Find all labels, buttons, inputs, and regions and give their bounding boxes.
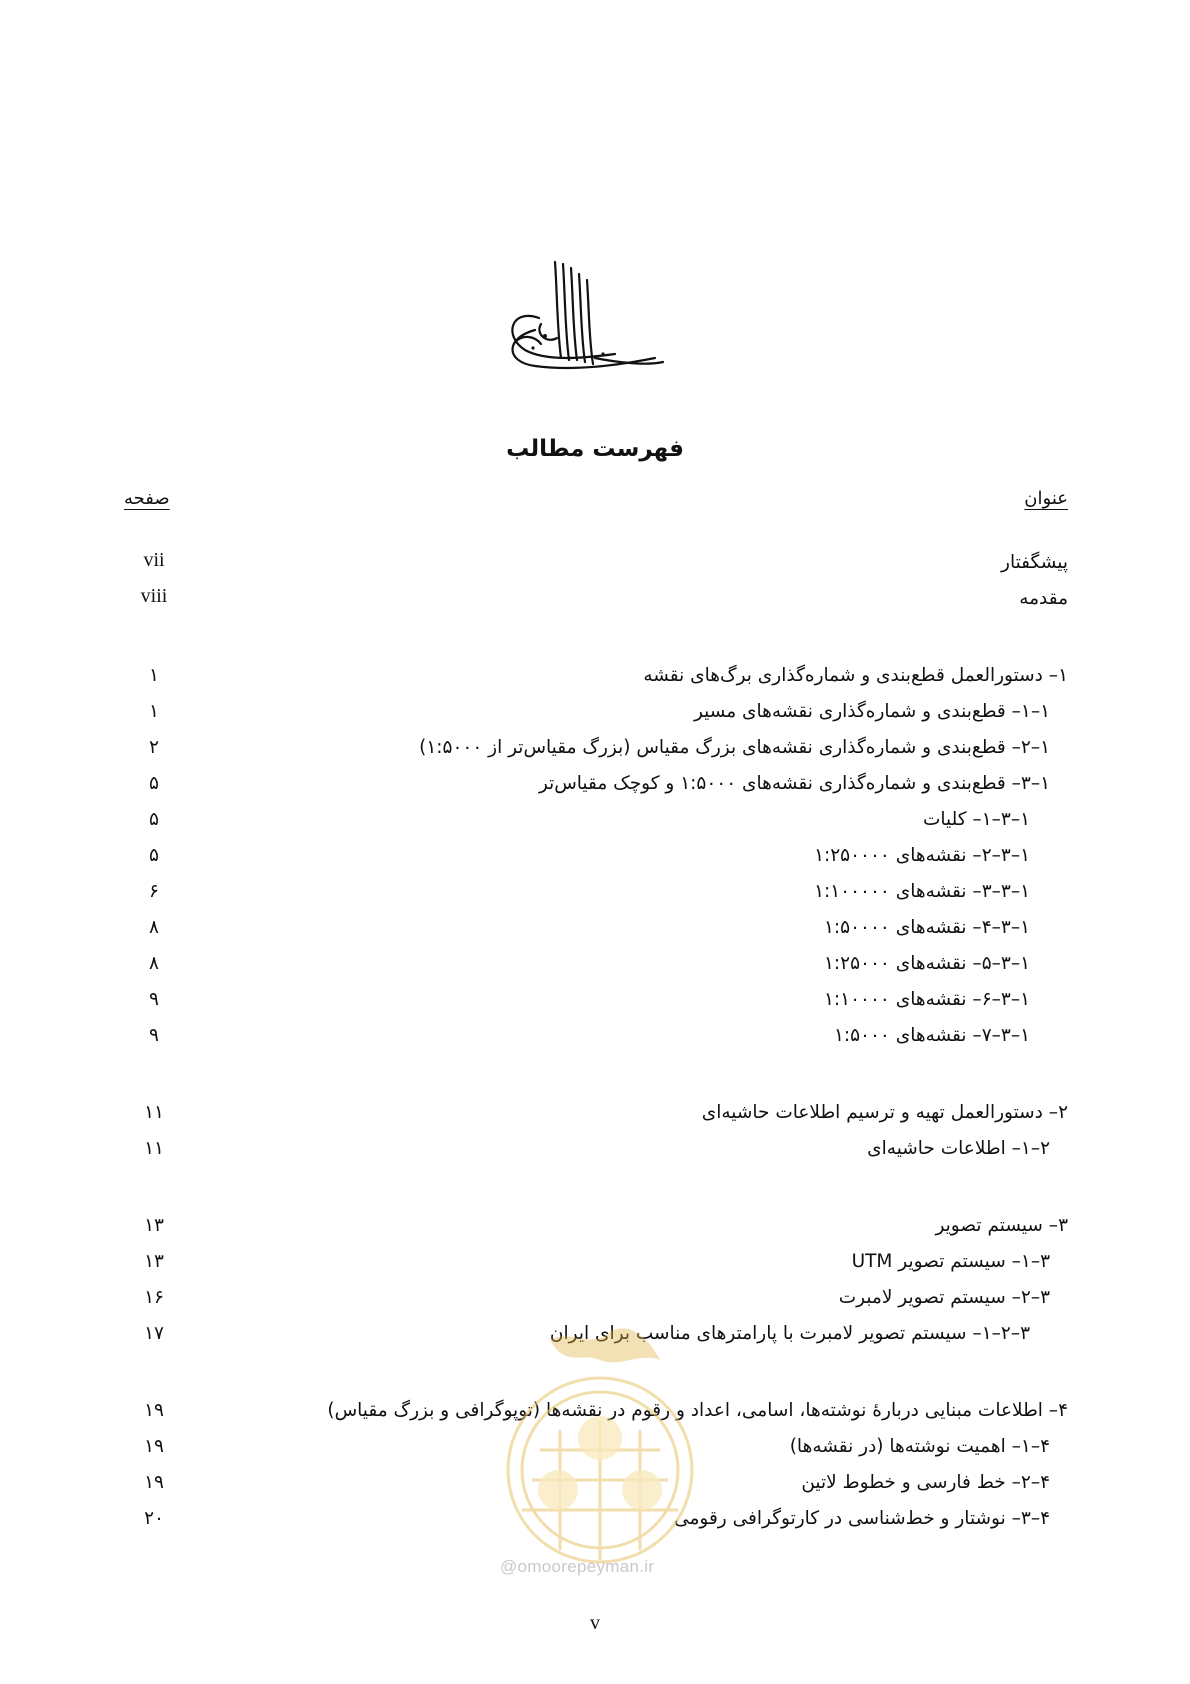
toc-entry[interactable]: پیشگفتار	[1001, 552, 1068, 573]
toc-page-number: ۱۳	[144, 1215, 164, 1236]
toc-page-number: ۹	[149, 1025, 159, 1046]
toc-entry[interactable]: ۱– دستورالعمل قطع‌بندی و شماره‌گذاری برگ‌های نقشه	[643, 665, 1068, 686]
toc-page-number: ۵	[149, 809, 159, 830]
toc-page-number: ۱	[149, 665, 159, 686]
toc-page-number: ۱۹	[144, 1400, 164, 1421]
toc-page-number: ۱۳	[144, 1251, 164, 1272]
toc-entry[interactable]: ۳– سیستم تصویر	[935, 1215, 1068, 1236]
toc-page-number: ۱۹	[144, 1472, 164, 1493]
toc-entry[interactable]: ۴–۳– نوشتار و خط‌شناسی در کارتوگرافی رقومی	[674, 1508, 1050, 1529]
toc-entry[interactable]: ۱–۳–۱– کلیات	[922, 809, 1030, 830]
toc-entry[interactable]: ۲–۱– اطلاعات حاشیه‌ای	[867, 1138, 1050, 1159]
toc-page-number: ۸	[149, 953, 159, 974]
column-header-page: صفحه	[124, 488, 170, 509]
page-title: فهرست مطالب	[506, 436, 684, 462]
toc-entry[interactable]: ۱–۳–۳– نقشه‌های ۱:۱۰۰۰۰۰	[814, 881, 1030, 902]
watermark-logo-icon	[480, 1320, 720, 1580]
toc-page-number: ۱۹	[144, 1436, 164, 1457]
toc-page-number: ۵	[149, 845, 159, 866]
toc-entry[interactable]: ۳–۱– سیستم تصویر UTM	[851, 1251, 1050, 1272]
toc-page-number: ۱۱	[144, 1102, 164, 1123]
toc-entry[interactable]: ۴– اطلاعات مبنایی دربارهٔ نوشته‌ها، اسامی، اعداد و رقوم در نقشه‌ها (توپوگرافی و بزرگ مقیاس)	[327, 1400, 1068, 1421]
page-number: v	[590, 1612, 600, 1634]
bismillah-calligraphy-icon	[495, 258, 675, 378]
toc-entry[interactable]: ۱–۳–۷– نقشه‌های ۱:۵۰۰۰	[833, 1025, 1030, 1046]
toc-entry[interactable]: ۱–۳– قطع‌بندی و شماره‌گذاری نقشه‌های ۱:۵۰۰۰ و کوچک مقیاس‌تر	[538, 773, 1050, 794]
watermark-site-text: @omoorepeyman.ir	[500, 1557, 655, 1576]
toc-page-number: ۹	[149, 989, 159, 1010]
toc-page-number: vii	[143, 549, 165, 571]
toc-page-number: ۶	[149, 881, 159, 902]
toc-entry[interactable]: مقدمه	[1019, 588, 1068, 609]
toc-page-number: viii	[140, 585, 168, 607]
column-header-title: عنوان	[1024, 488, 1068, 509]
toc-page-number: ۵	[149, 773, 159, 794]
toc-entry[interactable]: ۱–۱– قطع‌بندی و شماره‌گذاری نقشه‌های مسیر	[693, 701, 1050, 722]
toc-entry[interactable]: ۱–۳–۲– نقشه‌های ۱:۲۵۰۰۰۰	[814, 845, 1030, 866]
toc-entry[interactable]: ۴–۱– اهمیت نوشته‌ها (در نقشه‌ها)	[789, 1436, 1050, 1457]
toc-page-number: ۸	[149, 917, 159, 938]
toc-page-number: ۲	[149, 737, 159, 758]
toc-page-number: ۱۱	[144, 1138, 164, 1159]
toc-entry[interactable]: ۱–۳–۶– نقشه‌های ۱:۱۰۰۰۰	[824, 989, 1030, 1010]
toc-entry[interactable]: ۲– دستورالعمل تهیه و ترسیم اطلاعات حاشیه‌ای	[701, 1102, 1068, 1123]
toc-entry[interactable]: ۳–۲–۱– سیستم تصویر لامبرت با پارامترهای مناسب برای ایران	[549, 1323, 1030, 1344]
toc-entry[interactable]: ۱–۳–۵– نقشه‌های ۱:۲۵۰۰۰	[824, 953, 1030, 974]
toc-entry[interactable]: ۱–۲– قطع‌بندی و شماره‌گذاری نقشه‌های بزرگ مقیاس (بزرگ مقیاس‌تر از ۱:۵۰۰۰)	[419, 737, 1050, 758]
toc-entry[interactable]: ۴–۲– خط فارسی و خطوط لاتین	[801, 1472, 1050, 1493]
toc-page-number: ۱۶	[144, 1287, 164, 1308]
toc-page-number: ۱۷	[144, 1323, 164, 1344]
toc-entry[interactable]: ۳–۲– سیستم تصویر لامبرت	[838, 1287, 1050, 1308]
toc-page-number: ۱	[149, 701, 159, 722]
toc-entry[interactable]: ۱–۳–۴– نقشه‌های ۱:۵۰۰۰۰	[824, 917, 1030, 938]
toc-page-number: ۲۰	[144, 1508, 164, 1529]
